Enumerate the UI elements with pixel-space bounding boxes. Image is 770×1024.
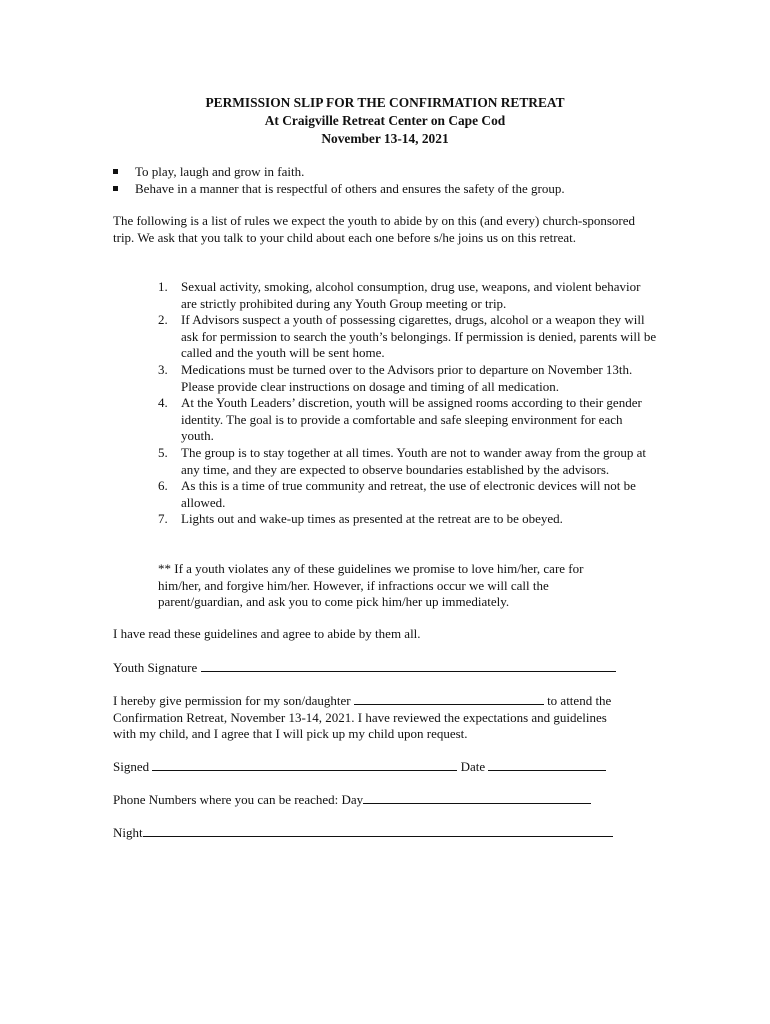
rule-number: 1. bbox=[158, 279, 168, 294]
phone-day-label: Phone Numbers where you can be reached: Day bbox=[113, 792, 364, 807]
youth-signature-row bbox=[113, 659, 616, 677]
rule-item bbox=[158, 511, 658, 528]
phone-night-label: Night bbox=[113, 825, 143, 840]
list-item bbox=[113, 164, 673, 181]
parent-signature-row bbox=[113, 758, 606, 776]
bullet-text: Behave in a manner that is respectful of others and ensures the safety of the group. bbox=[135, 181, 565, 196]
rule-number: 7. bbox=[158, 511, 168, 527]
rule-item bbox=[158, 478, 658, 511]
permission-suffix: to attend the bbox=[547, 693, 612, 708]
day-phone-row bbox=[113, 791, 591, 809]
rule-item bbox=[158, 279, 658, 312]
rule-text: The group is to stay together at all times. Youth are not to wander away from the group at any time, and they are expected to observe boundaries established by the advisors. bbox=[181, 444, 647, 477]
youth-signature-label: Youth Signature bbox=[113, 660, 198, 675]
bullet-text: To play, laugh and grow in faith. bbox=[135, 164, 305, 179]
square-bullet-icon bbox=[113, 169, 118, 174]
infraction-note: ** If a youth violates any of these guidelines we promise to love him/her, care for him/her, and forgive him/her. However, if infractions occur we will call the parent/guardian, and ask you to come pick him/her up immediately. bbox=[158, 561, 584, 610]
night-phone-field[interactable] bbox=[143, 824, 613, 837]
parent-signature-field[interactable] bbox=[152, 758, 457, 771]
rule-text: Lights out and wake-up times as presented at the retreat are to be obeyed. bbox=[181, 511, 563, 527]
youth-signature-field[interactable] bbox=[201, 659, 616, 672]
rule-number: 6. bbox=[158, 478, 168, 494]
goals-list bbox=[113, 164, 673, 198]
document-location: At Craigville Retreat Center on Cape Cod bbox=[264, 113, 506, 128]
permission-statement bbox=[113, 692, 611, 743]
rule-text: If Advisors suspect a youth of possessing cigarettes, drugs, alcohol or a weapon they will ask for permission to search the youth’s belongings. If permission is denied, parents will be called and the youth will be sent home. bbox=[181, 312, 657, 361]
rule-item bbox=[158, 362, 658, 395]
rule-number: 5. bbox=[158, 444, 168, 460]
document-dates: November 13-14, 2021 bbox=[321, 131, 449, 146]
date-label: Date bbox=[460, 759, 486, 774]
rule-text: Sexual activity, smoking, alcohol consumption, drug use, weapons, and violent behavior are strictly prohibited during any Youth Group meeting or trip. bbox=[181, 279, 641, 311]
rule-number: 3. bbox=[158, 361, 168, 377]
child-name-field[interactable] bbox=[354, 692, 544, 705]
square-bullet-icon bbox=[113, 186, 118, 191]
rule-number: 4. bbox=[158, 395, 168, 411]
date-field[interactable] bbox=[488, 758, 606, 771]
agreement-statement: I have read these guidelines and agree to abide by them all. bbox=[113, 626, 421, 641]
day-phone-field[interactable] bbox=[363, 791, 591, 804]
rule-item bbox=[158, 445, 658, 478]
rule-text: As this is a time of true community and retreat, the use of electronic devices will not be allowed. bbox=[181, 478, 636, 510]
rule-item bbox=[158, 312, 658, 362]
rules-intro-paragraph: The following is a list of rules we expect the youth to abide by on this (and every) church-sponsored trip. We ask that you talk to your child about each one before s/he joins us on this retreat. bbox=[113, 213, 636, 245]
rule-number: 2. bbox=[158, 312, 168, 328]
night-phone-row bbox=[113, 824, 613, 842]
rule-text: At the Youth Leaders’ discretion, youth will be assigned rooms according to their gender identity. The goal is to provide a comfortable and safe sleeping environment for each youth. bbox=[181, 395, 642, 444]
rule-text: Medications must be turned over to the Advisors prior to departure on November 13th. Please provide clear instructions on dosage and timing of all medication. bbox=[181, 361, 633, 394]
signed-label: Signed bbox=[113, 759, 150, 774]
rules-list bbox=[158, 279, 658, 528]
permission-prefix: I hereby give permission for my son/daughter bbox=[113, 693, 351, 708]
list-item bbox=[113, 181, 673, 198]
rule-item bbox=[158, 395, 658, 445]
permission-line-3: with my child, and I agree that I will pick up my child upon request. bbox=[113, 726, 468, 742]
document-title: PERMISSION SLIP FOR THE CONFIRMATION RETREAT bbox=[205, 95, 565, 110]
permission-line-2: Confirmation Retreat, November 13-14, 2021. I have reviewed the expectations and guidelines bbox=[113, 709, 607, 725]
